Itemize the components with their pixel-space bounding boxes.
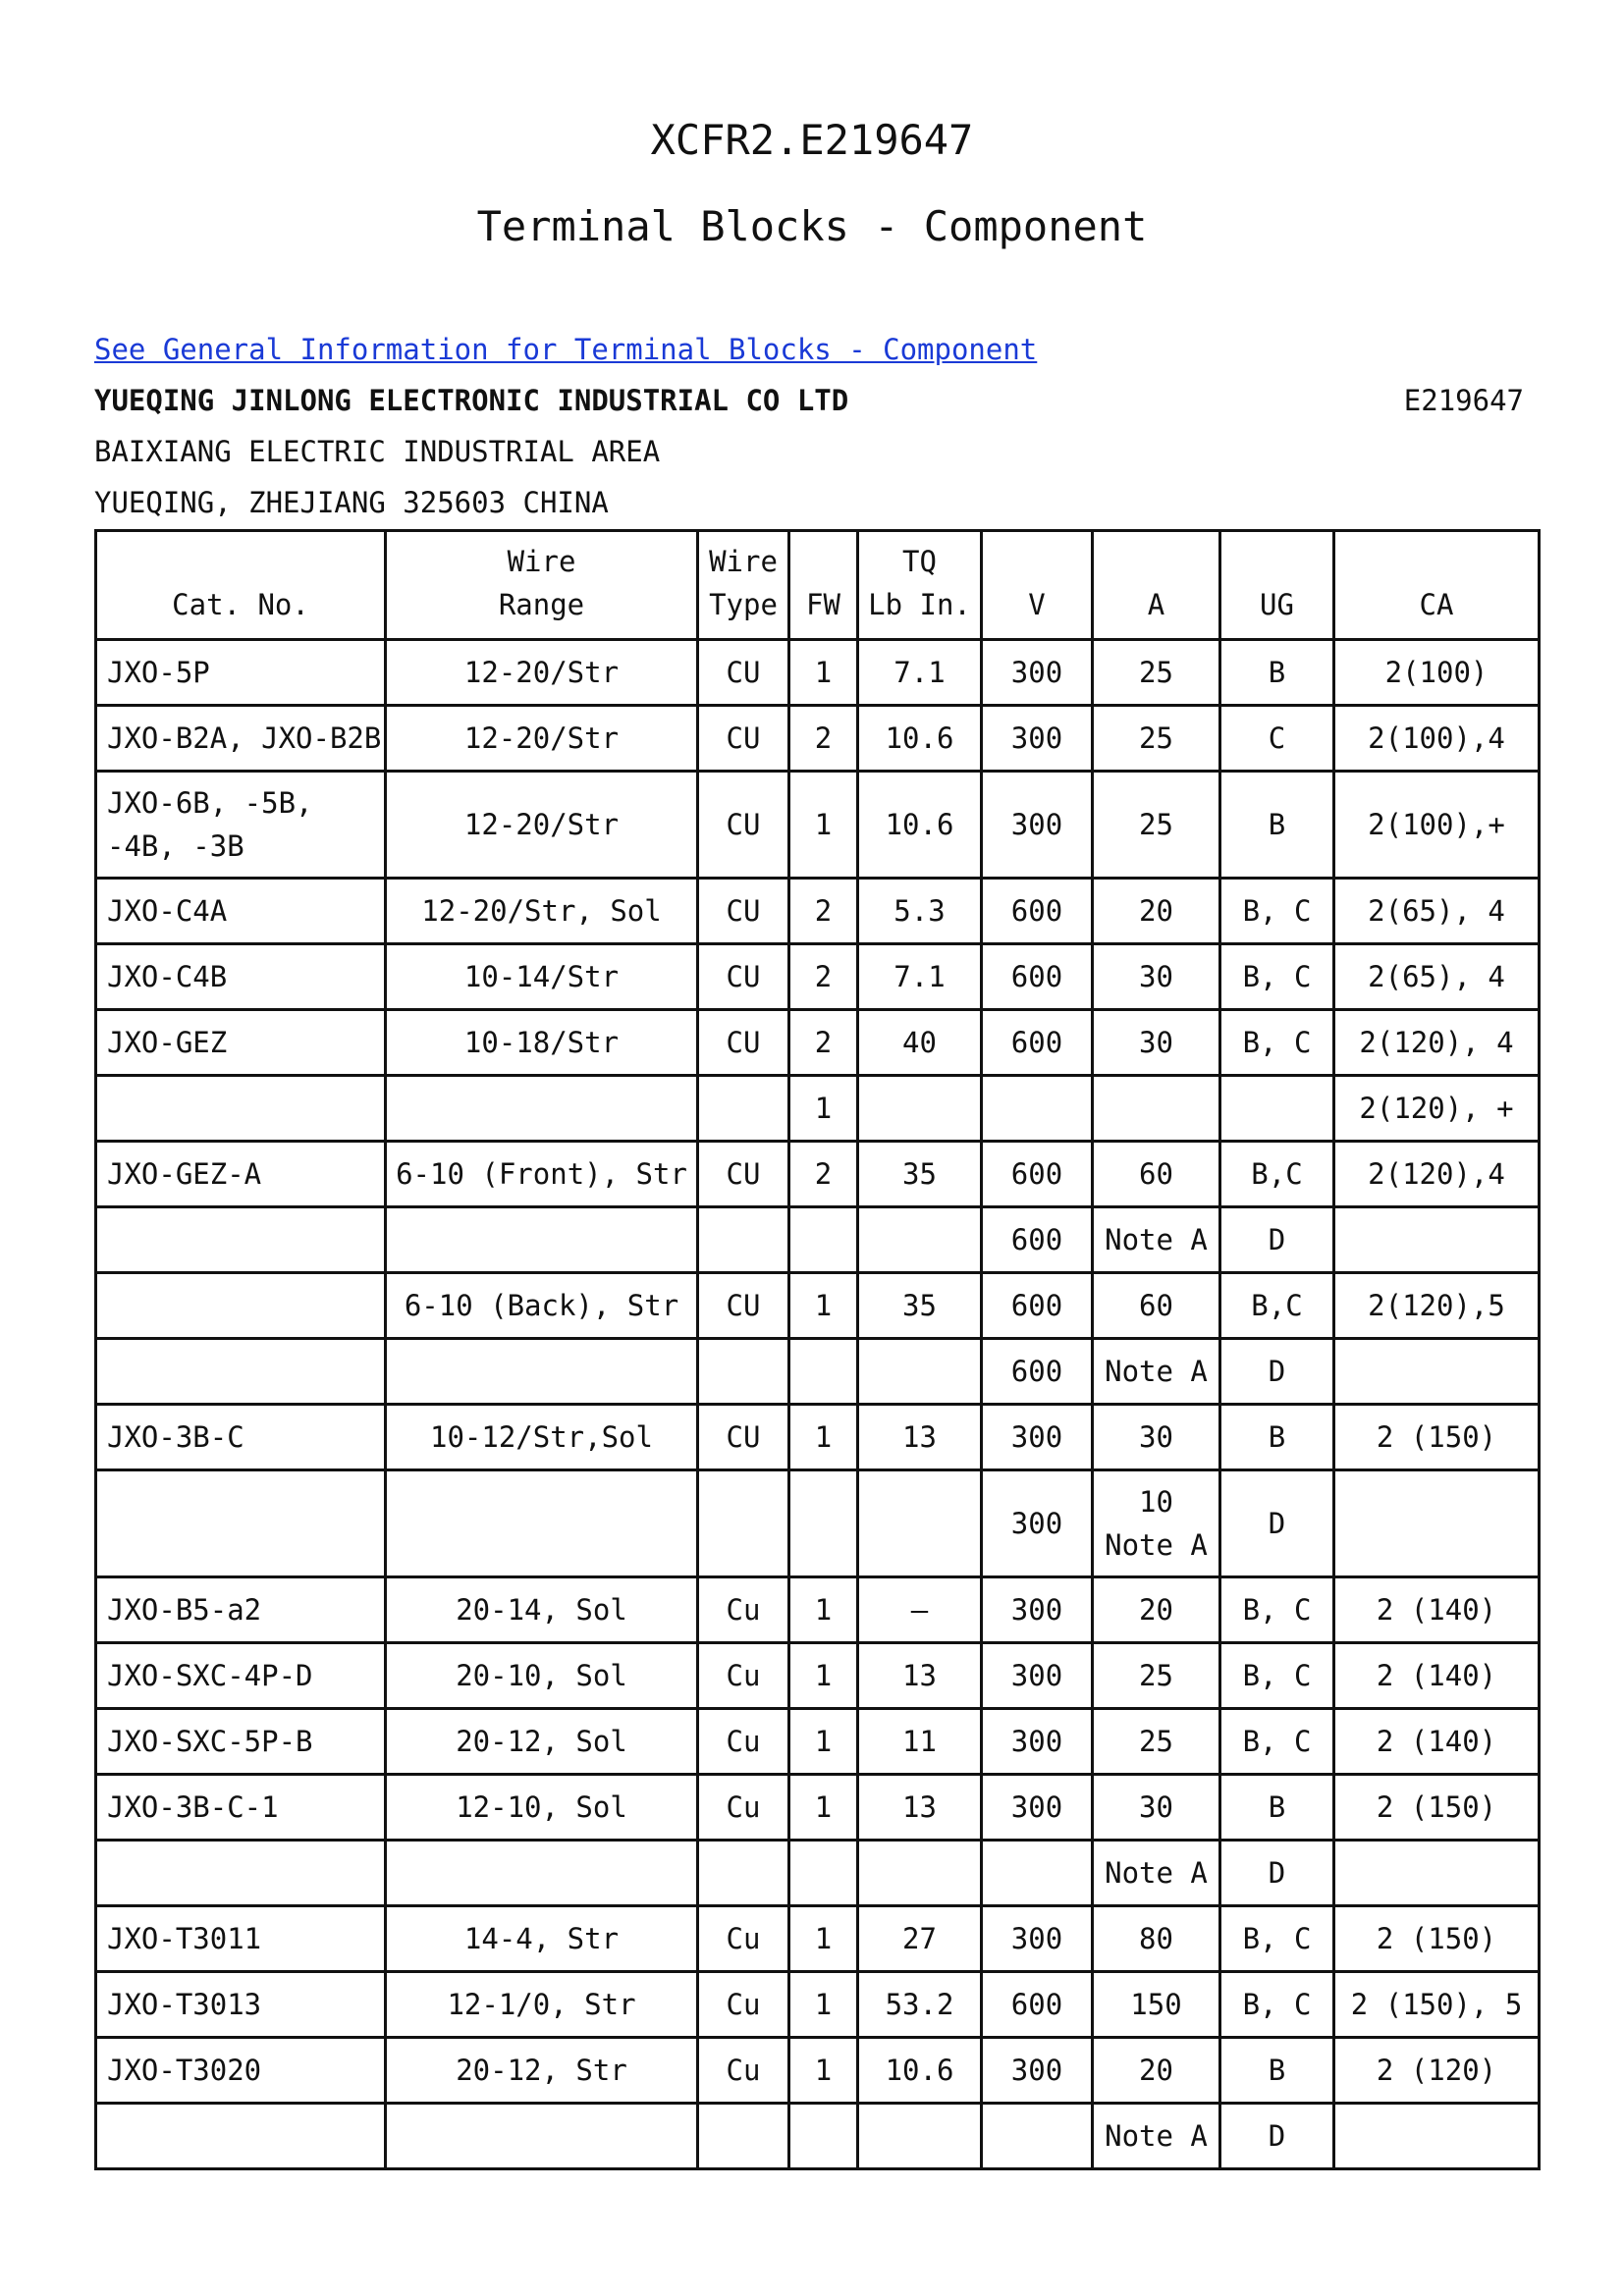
wire-range-cell: 6-10 (Back), Str: [386, 1273, 698, 1339]
ug-cell: B, C: [1220, 1577, 1334, 1643]
cat-no-cell: JXO-T3020: [96, 2038, 386, 2104]
wire-range-cell: 10-14/Str: [386, 944, 698, 1010]
amperage-cell: 25: [1093, 1643, 1220, 1709]
cat-no-cell: JXO-C4A: [96, 879, 386, 944]
cat-no-cell: JXO-3B-C-1: [96, 1775, 386, 1841]
tq-cell: 5.3: [858, 879, 982, 944]
voltage-cell: 600: [982, 1207, 1093, 1273]
ug-cell: B,C: [1220, 1142, 1334, 1207]
wire-range-cell: 20-10, Sol: [386, 1643, 698, 1709]
col-header-wire-range: Wire Range: [386, 531, 698, 640]
voltage-cell: 300: [982, 1775, 1093, 1841]
file-number: E219647: [1403, 384, 1524, 417]
col-header-cat-no: Cat. No.: [96, 531, 386, 640]
ca-cell: 2(100),4: [1334, 706, 1540, 772]
ca-cell: [1334, 1470, 1540, 1577]
amperage-cell: 20: [1093, 879, 1220, 944]
cat-no-cell: JXO-5P: [96, 640, 386, 706]
tq-cell: 10.6: [858, 706, 982, 772]
table-row: [96, 1207, 1540, 1273]
table-row: [96, 944, 1540, 1010]
tq-cell: 35: [858, 1273, 982, 1339]
tq-cell: [858, 1076, 982, 1142]
fw-cell: 2: [789, 944, 858, 1010]
wire-type-cell: Cu: [698, 1906, 789, 1972]
company-name: YUEQING JINLONG ELECTRONIC INDUSTRIAL CO LTD: [94, 384, 849, 417]
ca-cell: 2(65), 4: [1334, 879, 1540, 944]
table-row: [96, 1273, 1540, 1339]
table-row: [96, 1841, 1540, 1906]
cat-no-cell: [96, 1470, 386, 1577]
amperage-cell: 150: [1093, 1972, 1220, 2038]
amperage-cell: 30: [1093, 944, 1220, 1010]
fw-cell: [789, 1841, 858, 1906]
amperage-cell: 30: [1093, 1010, 1220, 1076]
voltage-cell: 300: [982, 2038, 1093, 2104]
table-row: [96, 1643, 1540, 1709]
wire-type-cell: [698, 1470, 789, 1577]
col-header-v: V: [982, 531, 1093, 640]
fw-cell: [789, 1470, 858, 1577]
ug-cell: C: [1220, 706, 1334, 772]
wire-range-cell: [386, 1470, 698, 1577]
fw-cell: 2: [789, 879, 858, 944]
table-row: [96, 1339, 1540, 1405]
ug-cell: D: [1220, 1339, 1334, 1405]
ca-cell: [1334, 1207, 1540, 1273]
voltage-cell: 600: [982, 1273, 1093, 1339]
ug-cell: B: [1220, 1775, 1334, 1841]
wire-range-cell: 12-20/Str: [386, 706, 698, 772]
voltage-cell: 300: [982, 1709, 1093, 1775]
amperage-cell: 25: [1093, 772, 1220, 879]
table-row: [96, 1010, 1540, 1076]
tq-cell: [858, 2104, 982, 2169]
amperage-cell: Note A: [1093, 1339, 1220, 1405]
cat-no-cell: JXO-T3013: [96, 1972, 386, 2038]
fw-cell: 1: [789, 2038, 858, 2104]
general-info-link[interactable]: See General Information for Terminal Blocks - Component: [94, 333, 1038, 366]
ug-cell: B: [1220, 772, 1334, 879]
wire-range-cell: 14-4, Str: [386, 1906, 698, 1972]
col-header-fw: FW: [789, 531, 858, 640]
table-row: [96, 1906, 1540, 1972]
amperage-cell: 25: [1093, 1709, 1220, 1775]
table-row: [96, 1142, 1540, 1207]
wire-range-cell: 12-1/0, Str: [386, 1972, 698, 2038]
ug-cell: B: [1220, 640, 1334, 706]
tq-cell: 7.1: [858, 944, 982, 1010]
tq-cell: 10.6: [858, 772, 982, 879]
tq-cell: 53.2: [858, 1972, 982, 2038]
wire-type-cell: CU: [698, 1142, 789, 1207]
cat-no-cell: JXO-SXC-5P-B: [96, 1709, 386, 1775]
wire-type-cell: [698, 2104, 789, 2169]
ca-cell: 2 (140): [1334, 1643, 1540, 1709]
amperage-cell: 30: [1093, 1405, 1220, 1470]
ug-cell: B, C: [1220, 1010, 1334, 1076]
cat-no-cell: [96, 1339, 386, 1405]
wire-range-cell: 10-18/Str: [386, 1010, 698, 1076]
fw-cell: [789, 1339, 858, 1405]
ca-cell: [1334, 1841, 1540, 1906]
ug-cell: B, C: [1220, 1906, 1334, 1972]
voltage-cell: 600: [982, 1010, 1093, 1076]
wire-type-cell: [698, 1076, 789, 1142]
voltage-cell: 600: [982, 944, 1093, 1010]
tq-cell: 13: [858, 1775, 982, 1841]
fw-cell: 1: [789, 1906, 858, 1972]
cat-no-cell: [96, 1273, 386, 1339]
amperage-cell: 60: [1093, 1142, 1220, 1207]
tq-cell: [858, 1470, 982, 1577]
tq-cell: 35: [858, 1142, 982, 1207]
voltage-cell: 600: [982, 1972, 1093, 2038]
ug-cell: D: [1220, 1841, 1334, 1906]
ug-cell: B: [1220, 1405, 1334, 1470]
amperage-cell: 60: [1093, 1273, 1220, 1339]
voltage-cell: 300: [982, 1405, 1093, 1470]
cat-no-cell: [96, 1076, 386, 1142]
amperage-cell: 30: [1093, 1775, 1220, 1841]
cat-no-cell: JXO-GEZ-A: [96, 1142, 386, 1207]
wire-type-cell: [698, 1841, 789, 1906]
tq-cell: 11: [858, 1709, 982, 1775]
terminal-blocks-table: [94, 529, 1541, 2170]
tq-cell: 7.1: [858, 640, 982, 706]
address-line-1: BAIXIANG ELECTRIC INDUSTRIAL AREA: [94, 435, 661, 468]
voltage-cell: 600: [982, 1142, 1093, 1207]
tq-cell: 27: [858, 1906, 982, 1972]
ca-cell: 2 (140): [1334, 1577, 1540, 1643]
table-row: [96, 2038, 1540, 2104]
table-row: [96, 879, 1540, 944]
table-row: [96, 706, 1540, 772]
table-row: [96, 2104, 1540, 2169]
col-header-a: A: [1093, 531, 1220, 640]
cat-no-cell: JXO-T3011: [96, 1906, 386, 1972]
table-row: [96, 1709, 1540, 1775]
amperage-cell: 20: [1093, 1577, 1220, 1643]
wire-range-cell: [386, 1841, 698, 1906]
wire-range-cell: [386, 2104, 698, 2169]
voltage-cell: [982, 1841, 1093, 1906]
wire-type-cell: CU: [698, 1405, 789, 1470]
col-header-tq: TQ Lb In.: [858, 531, 982, 640]
wire-type-cell: CU: [698, 1273, 789, 1339]
cat-no-cell: JXO-C4B: [96, 944, 386, 1010]
table-row: [96, 1470, 1540, 1577]
amperage-cell: 25: [1093, 640, 1220, 706]
cat-no-cell: [96, 2104, 386, 2169]
wire-range-cell: 12-20/Str: [386, 640, 698, 706]
cat-no-cell: JXO-B5-a2: [96, 1577, 386, 1643]
wire-type-cell: Cu: [698, 1643, 789, 1709]
wire-type-cell: CU: [698, 944, 789, 1010]
ca-cell: 2(120),5: [1334, 1273, 1540, 1339]
ca-cell: 2 (150): [1334, 1775, 1540, 1841]
tq-cell: [858, 1339, 982, 1405]
fw-cell: 1: [789, 1273, 858, 1339]
amperage-cell: 25: [1093, 706, 1220, 772]
table-row: [96, 772, 1540, 879]
tq-cell: —: [858, 1577, 982, 1643]
wire-type-cell: CU: [698, 772, 789, 879]
cat-no-cell: [96, 1207, 386, 1273]
ca-cell: 2 (150): [1334, 1405, 1540, 1470]
tq-cell: 10.6: [858, 2038, 982, 2104]
fw-cell: 1: [789, 1076, 858, 1142]
col-header-ug: UG: [1220, 531, 1334, 640]
wire-type-cell: Cu: [698, 1709, 789, 1775]
table-row: [96, 1577, 1540, 1643]
amperage-cell: [1093, 1076, 1220, 1142]
wire-type-cell: CU: [698, 706, 789, 772]
tq-cell: [858, 1207, 982, 1273]
ca-cell: 2 (140): [1334, 1709, 1540, 1775]
voltage-cell: [982, 2104, 1093, 2169]
ca-cell: 2(65), 4: [1334, 944, 1540, 1010]
ug-cell: D: [1220, 1207, 1334, 1273]
fw-cell: 2: [789, 706, 858, 772]
amperage-cell: 80: [1093, 1906, 1220, 1972]
fw-cell: 1: [789, 1972, 858, 2038]
ug-cell: B, C: [1220, 944, 1334, 1010]
wire-type-cell: CU: [698, 879, 789, 944]
cat-no-cell: JXO-SXC-4P-D: [96, 1643, 386, 1709]
fw-cell: 1: [789, 1577, 858, 1643]
table-row: [96, 1076, 1540, 1142]
amperage-cell: Note A: [1093, 1207, 1220, 1273]
fw-cell: 2: [789, 1010, 858, 1076]
voltage-cell: 300: [982, 1577, 1093, 1643]
ug-cell: B, C: [1220, 1709, 1334, 1775]
ug-cell: D: [1220, 2104, 1334, 2169]
col-header-ca: CA: [1334, 531, 1540, 640]
wire-range-cell: 20-12, Str: [386, 2038, 698, 2104]
wire-range-cell: [386, 1339, 698, 1405]
voltage-cell: 600: [982, 879, 1093, 944]
cat-no-cell: JXO-3B-C: [96, 1405, 386, 1470]
ca-cell: 2(120),4: [1334, 1142, 1540, 1207]
voltage-cell: 300: [982, 1906, 1093, 1972]
tq-cell: 40: [858, 1010, 982, 1076]
wire-range-cell: [386, 1076, 698, 1142]
table-header-row: [96, 531, 1540, 640]
ca-cell: [1334, 2104, 1540, 2169]
ug-cell: B, C: [1220, 879, 1334, 944]
amperage-cell: Note A: [1093, 1841, 1220, 1906]
ug-cell: [1220, 1076, 1334, 1142]
col-header-wire-type: Wire Type: [698, 531, 789, 640]
wire-range-cell: 10-12/Str,Sol: [386, 1405, 698, 1470]
cat-no-cell: JXO-B2A, JXO-B2B: [96, 706, 386, 772]
wire-type-cell: Cu: [698, 1775, 789, 1841]
wire-range-cell: 12-20/Str, Sol: [386, 879, 698, 944]
ug-cell: D: [1220, 1470, 1334, 1577]
fw-cell: 1: [789, 1709, 858, 1775]
ca-cell: 2 (150), 5: [1334, 1972, 1540, 2038]
table-row: [96, 1775, 1540, 1841]
fw-cell: [789, 1207, 858, 1273]
address-line-2: YUEQING, ZHEJIANG 325603 CHINA: [94, 486, 609, 519]
wire-type-cell: [698, 1339, 789, 1405]
wire-type-cell: [698, 1207, 789, 1273]
voltage-cell: 300: [982, 640, 1093, 706]
wire-type-cell: CU: [698, 640, 789, 706]
file-code-title: XCFR2.E219647: [650, 116, 974, 164]
table-row: [96, 640, 1540, 706]
wire-type-cell: Cu: [698, 2038, 789, 2104]
wire-type-cell: CU: [698, 1010, 789, 1076]
fw-cell: 2: [789, 1142, 858, 1207]
tq-cell: 13: [858, 1643, 982, 1709]
table-row: [96, 1405, 1540, 1470]
ca-cell: 2(120), +: [1334, 1076, 1540, 1142]
ca-cell: 2 (120): [1334, 2038, 1540, 2104]
fw-cell: 1: [789, 1643, 858, 1709]
voltage-cell: 600: [982, 1339, 1093, 1405]
wire-range-cell: 20-12, Sol: [386, 1709, 698, 1775]
ug-cell: B: [1220, 2038, 1334, 2104]
ug-cell: B, C: [1220, 1972, 1334, 2038]
wire-range-cell: 20-14, Sol: [386, 1577, 698, 1643]
fw-cell: 1: [789, 772, 858, 879]
voltage-cell: 300: [982, 772, 1093, 879]
ca-cell: [1334, 1339, 1540, 1405]
voltage-cell: 300: [982, 1643, 1093, 1709]
wire-type-cell: Cu: [698, 1972, 789, 2038]
amperage-cell: Note A: [1093, 2104, 1220, 2169]
tq-cell: [858, 1841, 982, 1906]
amperage-cell: 20: [1093, 2038, 1220, 2104]
ca-cell: 2(120), 4: [1334, 1010, 1540, 1076]
cat-no-cell: [96, 1841, 386, 1906]
wire-range-cell: 6-10 (Front), Str: [386, 1142, 698, 1207]
ug-cell: B, C: [1220, 1643, 1334, 1709]
wire-range-cell: 12-20/Str: [386, 772, 698, 879]
voltage-cell: 300: [982, 1470, 1093, 1577]
amperage-cell: 10 Note A: [1093, 1470, 1220, 1577]
wire-range-cell: 12-10, Sol: [386, 1775, 698, 1841]
tq-cell: 13: [858, 1405, 982, 1470]
voltage-cell: 300: [982, 706, 1093, 772]
voltage-cell: [982, 1076, 1093, 1142]
fw-cell: 1: [789, 640, 858, 706]
cat-no-cell: JXO-GEZ: [96, 1010, 386, 1076]
fw-cell: 1: [789, 1775, 858, 1841]
fw-cell: [789, 2104, 858, 2169]
cat-no-cell: JXO-6B, -5B, -4B, -3B: [96, 772, 386, 879]
wire-range-cell: [386, 1207, 698, 1273]
wire-type-cell: Cu: [698, 1577, 789, 1643]
fw-cell: 1: [789, 1405, 858, 1470]
ca-cell: 2 (150): [1334, 1906, 1540, 1972]
ca-cell: 2(100): [1334, 640, 1540, 706]
table-row: [96, 1972, 1540, 2038]
ug-cell: B,C: [1220, 1273, 1334, 1339]
category-title: Terminal Blocks - Component: [476, 202, 1148, 250]
ca-cell: 2(100),+: [1334, 772, 1540, 879]
